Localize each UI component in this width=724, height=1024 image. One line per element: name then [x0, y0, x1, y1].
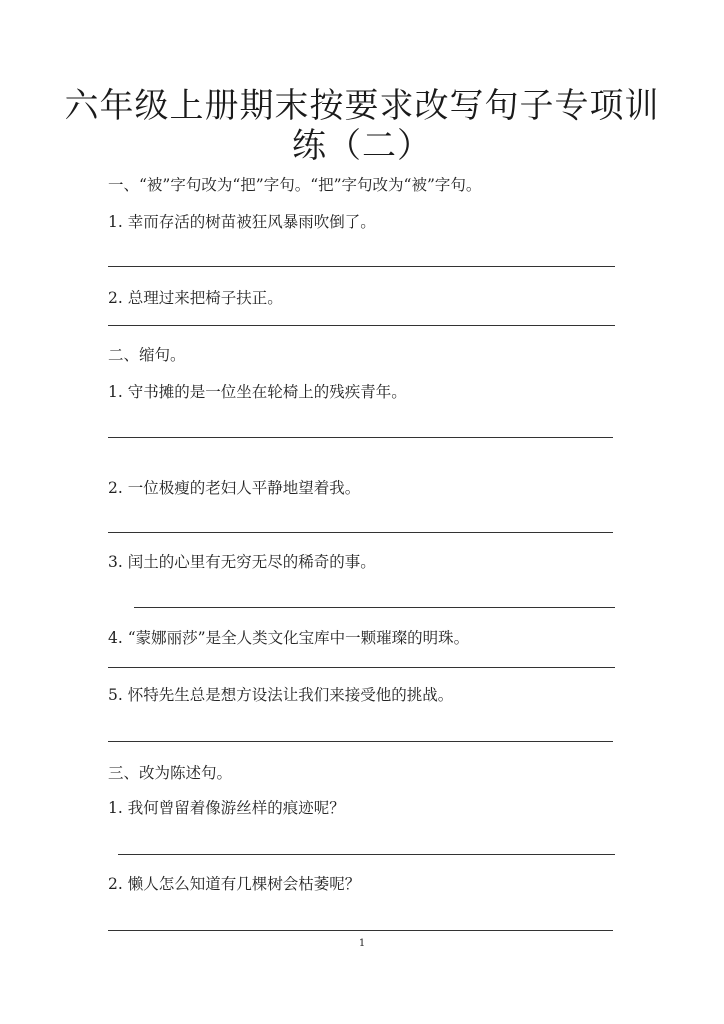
answer-line[interactable] — [108, 667, 615, 668]
answer-line[interactable] — [108, 266, 615, 267]
question-3-1: 1. 我何曾留着像游丝样的痕迹呢？ — [108, 799, 345, 817]
answer-line[interactable] — [134, 607, 615, 608]
section-2-heading: 二、缩句。 — [108, 346, 186, 364]
page-number: 1 — [358, 938, 366, 949]
section-3-heading: 三、改为陈述句。 — [108, 764, 233, 782]
answer-line[interactable] — [108, 532, 613, 533]
page-title-line-1: 六年级上册期末按要求改写句子专项训 — [64, 86, 660, 126]
answer-line[interactable] — [108, 741, 613, 742]
answer-line[interactable] — [118, 854, 615, 855]
question-2-2: 2. 一位极瘦的老妇人平静地望着我。 — [108, 479, 361, 497]
question-2-5: 5. 怀特先生总是想方设法让我们来接受他的挑战。 — [108, 686, 454, 704]
question-2-1: 1. 守书摊的是一位坐在轮椅上的残疾青年。 — [108, 383, 407, 401]
answer-line[interactable] — [108, 930, 613, 931]
question-2-4: 4. “蒙娜丽莎”是全人类文化宝库中一颗璀璨的明珠。 — [108, 629, 470, 647]
question-2-3: 3. 闰土的心里有无穷无尽的稀奇的事。 — [108, 553, 376, 571]
question-3-2: 2. 懒人怎么知道有几棵树会枯萎呢？ — [108, 875, 361, 893]
answer-line[interactable] — [108, 325, 615, 326]
section-1-heading: 一、“被”字句改为“把”字句。“把”字句改为“被”字句。 — [108, 176, 482, 194]
answer-line[interactable] — [108, 437, 613, 438]
page-title-line-2: 练（二） — [292, 126, 432, 166]
question-1-2: 2. 总理过来把椅子扶正。 — [108, 289, 283, 307]
question-1-1: 1. 幸而存活的树苗被狂风暴雨吹倒了。 — [108, 213, 376, 231]
